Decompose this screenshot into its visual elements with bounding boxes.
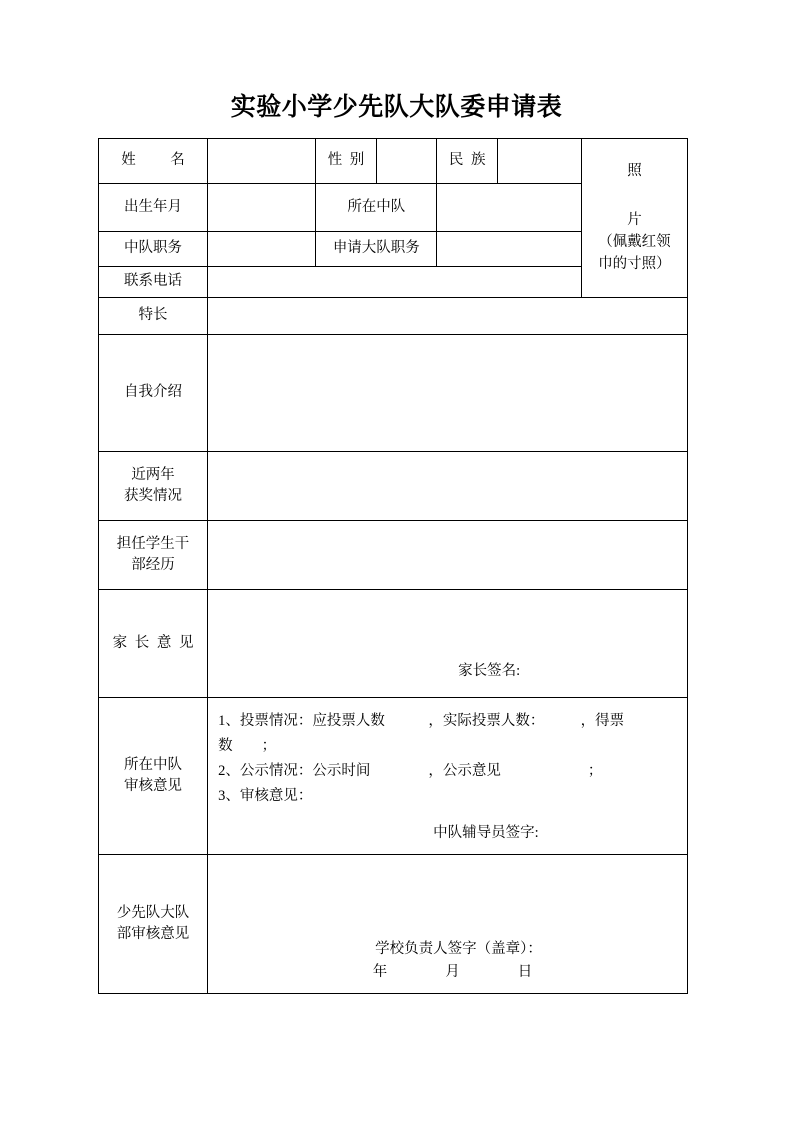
- photo-label-gap: [582, 182, 687, 210]
- label-brigade-review-line2: 部审核意见: [116, 925, 190, 942]
- label-name: [99, 139, 208, 184]
- table-row-awards: [99, 452, 688, 521]
- field-squad-value[interactable]: [437, 184, 581, 232]
- field-birth-date-value[interactable]: [208, 184, 316, 232]
- label-name-text: 姓 名: [121, 152, 195, 169]
- squad-review-line-4: 3、审核意见：: [218, 787, 313, 804]
- table-row-squad-review: [99, 698, 688, 855]
- brigade-review-content: [208, 864, 687, 984]
- label-apply-duty: 申请大队职务: [316, 232, 437, 267]
- field-name-value[interactable]: [208, 139, 316, 184]
- label-parent-opinion: [99, 590, 208, 698]
- label-cadre-line1: 担任学生干: [116, 535, 190, 552]
- label-parent-opinion-text: 家 长 意 见: [112, 634, 196, 651]
- photo-label-line2: 片: [627, 212, 642, 229]
- label-squad: 所在中队: [316, 184, 437, 232]
- photo-placeholder-cell[interactable]: [581, 139, 687, 298]
- squad-review-line-1: 1、投票情况：应投票人数 ，实际投票人数： ，得票: [218, 713, 625, 729]
- photo-label-line4: 巾的寸照）: [598, 255, 671, 272]
- label-cadre-experience: [99, 521, 208, 590]
- table-row-specialty: [99, 298, 688, 335]
- label-birth-date: 出生年月: [99, 184, 208, 232]
- squad-review-line-3: 2、公示情况：公示时间 ，公示意见 ；: [218, 762, 603, 779]
- label-awards-line2: 获奖情况: [124, 488, 183, 504]
- label-squad-duty: 中队职务: [99, 232, 208, 267]
- label-brigade-review: [99, 854, 208, 993]
- field-awards-value[interactable]: [208, 452, 688, 521]
- label-squad-review-line2: 审核意见: [124, 777, 183, 794]
- table-row-brigade-review: [99, 854, 688, 993]
- label-gender: [316, 139, 377, 184]
- squad-counselor-signature-line: 中队辅导员签字:: [433, 824, 539, 841]
- table-row-self-introduction: [99, 335, 688, 452]
- photo-label-line1: 照: [627, 162, 642, 179]
- field-parent-opinion-area[interactable]: [208, 590, 688, 698]
- field-ethnicity-value[interactable]: [498, 139, 582, 184]
- school-date-line: 年 月 日: [372, 963, 533, 980]
- label-awards-line1: 近两年: [131, 466, 175, 483]
- field-self-introduction-value[interactable]: [208, 335, 688, 452]
- table-row-cadre-experience: [99, 521, 688, 590]
- table-row-name: [99, 139, 688, 184]
- label-phone: 联系电话: [99, 267, 208, 298]
- squad-review-line-2: 数 ；: [218, 737, 277, 754]
- school-principal-signature-line: 学校负责人签字（盖章）：: [375, 940, 542, 957]
- field-squad-duty-value[interactable]: [208, 232, 316, 267]
- label-self-introduction: 自我介绍: [99, 335, 208, 452]
- field-squad-review-area[interactable]: [208, 698, 688, 855]
- label-ethnicity-text: 民 族: [448, 152, 488, 169]
- label-ethnicity: [437, 139, 498, 184]
- label-squad-review: [99, 698, 208, 855]
- label-squad-review-line1: 所在中队: [124, 756, 183, 773]
- label-awards: [99, 452, 208, 521]
- field-specialty-value[interactable]: [208, 298, 688, 335]
- label-specialty: 特长: [99, 298, 208, 335]
- label-cadre-line2: 部经历: [131, 557, 175, 573]
- application-form-table: [98, 138, 688, 994]
- squad-review-content: [208, 698, 687, 854]
- field-cadre-experience-value[interactable]: [208, 521, 688, 590]
- field-phone-value[interactable]: [208, 267, 582, 298]
- field-gender-value[interactable]: [376, 139, 437, 184]
- label-brigade-review-line1: 少先队大队: [116, 904, 190, 921]
- field-brigade-review-area[interactable]: [208, 854, 688, 993]
- label-gender-text: 性 别: [327, 152, 367, 169]
- parent-signature-line: 家长签名:: [458, 662, 521, 679]
- photo-label-line3: （佩戴红领: [598, 234, 671, 250]
- field-apply-duty-value[interactable]: [437, 232, 581, 267]
- page-title: 实验小学少先队大队委申请表: [230, 93, 563, 121]
- table-row-parent-opinion: [99, 590, 688, 698]
